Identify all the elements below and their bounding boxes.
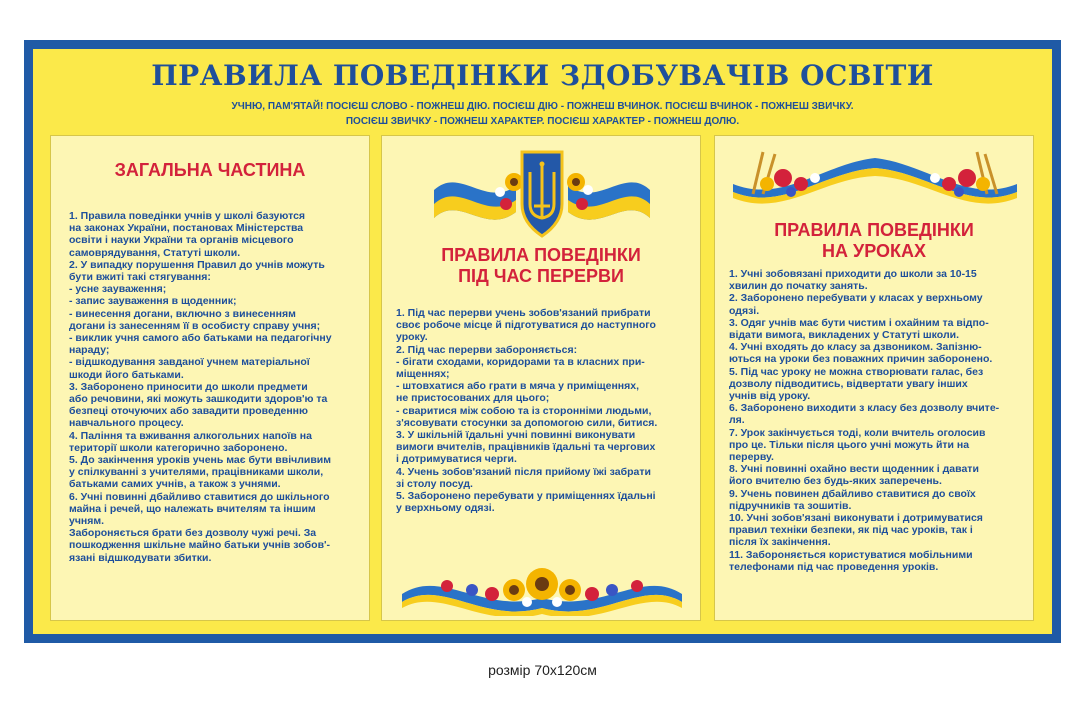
rule-line: міщеннях; xyxy=(396,368,450,381)
rule-line: у спілкуванні з учителями, працівниками школи, xyxy=(69,466,324,479)
rule-line: з'ясовувати стосунки за допомогою сили, битися. xyxy=(396,416,658,429)
stand-board xyxy=(24,40,1061,643)
rule-line: перерву. xyxy=(729,451,774,464)
rule-line: - усне зауваження; xyxy=(69,283,167,296)
panel-lessons-title-line-2: НА УРОКАХ xyxy=(822,241,926,261)
rule-line: 8. Учні повинні охайно вести щоденник і давати xyxy=(729,463,979,476)
rule-line: - відшкодування завданої учнем матеріальної xyxy=(69,356,310,369)
panel-break-title xyxy=(382,245,700,287)
rule-line: своє робоче місце й підготуватися до наступного xyxy=(396,319,656,332)
rule-line: майна і речей, що належать вчителям та іншим xyxy=(69,502,316,515)
trident-flag-emblem-icon xyxy=(430,146,654,242)
panel-lessons xyxy=(714,135,1034,621)
rule-line: відати вимога, викладених у Статуті школи. xyxy=(729,329,959,342)
board-motto xyxy=(73,99,1012,129)
rule-line: і дотримуватися черги. xyxy=(396,453,517,466)
rule-line: 2. Заборонено перебувати у класах у верхньому xyxy=(729,292,983,305)
rule-line: уроку. xyxy=(396,331,428,344)
rule-line: батьками самих учнів, а також з учнями. xyxy=(69,478,281,491)
rule-line: 10. Учні зобов'язані виконувати і дотримуватися xyxy=(729,512,983,525)
rule-line: нараду; xyxy=(69,344,110,357)
rule-line: зі столу посуд. xyxy=(396,477,473,490)
rule-line: 5. Під час уроку не можна створювати галас, без xyxy=(729,365,984,378)
panel-general-title: ЗАГАЛЬНА ЧАСТИНА xyxy=(114,160,306,180)
rule-line: самоврядування, Статуті школи. xyxy=(69,246,241,259)
rule-line: у верхньому одязі. xyxy=(396,502,495,515)
board-title: ПРАВИЛА ПОВЕДІНКИ ЗДОБУВАЧІВ ОСВІТИ xyxy=(151,59,934,92)
flower-ornament-icon xyxy=(402,554,682,616)
panel-break-title-line-2: ПІД ЧАС ПЕРЕРВИ xyxy=(458,266,624,286)
rule-line: одязі. xyxy=(729,304,760,317)
motto-line-2: ПОСІЄШ ЗВИЧКУ - ПОЖНЕШ ХАРАКТЕР. ПОСІЄШ ХАРАКТЕР - ПОЖНЕШ ДОЛЮ. xyxy=(345,116,740,127)
rule-line: 9. Учень повинен дбайливо ставитися до своїх xyxy=(729,487,976,500)
rule-line: 3. Одяг учнів має бути чистим і охайним та відпо- xyxy=(729,316,989,329)
rule-line: - сваритися між собою та із сторонніми людьми, xyxy=(396,404,652,417)
rule-line: Забороняється брати без дозволу чужі речі. За xyxy=(69,527,317,540)
rule-line: ються на уроки без поважних причин заборонено. xyxy=(729,353,993,366)
rule-line: 1. Учні зобовязані приходити до школи за 10-15 xyxy=(729,268,977,280)
rule-line: після їх закінчення. xyxy=(729,536,831,549)
rule-line: 1. Під час перерви учень зобов'язаний прибрати xyxy=(396,307,651,319)
rule-line: догани із занесенням її в особисту справу учня; xyxy=(69,319,321,332)
wheat-flower-ribbon-icon xyxy=(723,144,1027,208)
rule-line: не пристосованих для цього; xyxy=(396,392,550,405)
rule-line: - запис зауваження в щоденник; xyxy=(69,295,237,308)
rule-line: - виклик учня самого або батьками на педагогічну xyxy=(69,332,332,345)
panel-break-title-line-1: ПРАВИЛА ПОВЕДІНКИ xyxy=(441,245,641,265)
rule-line: 1. Правила поведінки учнів у школі базуются xyxy=(69,210,306,222)
rule-line: території школи категорично заборонено. xyxy=(69,441,288,454)
rule-line: вимоги вчителів, працівників їдальні та чергових xyxy=(396,441,656,454)
panel-lessons-title xyxy=(715,220,1033,262)
rule-line: 2. У випадку порушення Правил до учнів можуть xyxy=(69,258,325,271)
rule-line: 5. До закінчення уроків учень має бути ввічливим xyxy=(69,454,332,467)
rule-line: 3. У шкільній їдальні учні повинні виконувати xyxy=(396,429,636,442)
rule-line: язані відшкодувати збитки. xyxy=(69,551,212,564)
rule-line: освіти і науки України та органів місцевого xyxy=(69,234,294,247)
rule-line: безпеці оточуючих або завадити проведенню xyxy=(69,405,308,418)
rule-line: навчального процесу. xyxy=(69,417,184,430)
motto-line-1: УЧНЮ, ПАМ'ЯТАЙ! ПОСІЄШ СЛОВО - ПОЖНЕШ ДІЮ. ПОСІЄШ ДІЮ - ПОЖНЕШ ВЧИНОК. ПОСІЄШ ВЧИНОК - ПОЖНЕШ ЗВИЧКУ. xyxy=(231,101,854,112)
rule-line: 6. Заборонено виходити з класу без дозволу вчите- xyxy=(729,402,1000,415)
rule-line: 4. Учень зобов'язаний після прийому їжі забрати xyxy=(396,465,651,478)
panel-general xyxy=(50,135,370,621)
panel-break-text xyxy=(396,307,690,514)
rule-line: 6. Учні повинні дбайливо ставитися до шкільного xyxy=(69,490,330,503)
rule-line: - винесення догани, включно з винесенням xyxy=(69,307,296,320)
rule-line: дозволу підводитись, відвертати увагу інших xyxy=(729,377,968,390)
rule-line: 7. Урок закінчується тоді, коли вчитель оголосив xyxy=(729,426,986,439)
panel-break xyxy=(381,135,701,621)
rule-line: його вчителю без будь-яких заперечень. xyxy=(729,475,942,488)
rule-line: - бігати сходами, коридорами та в класних при- xyxy=(396,355,645,368)
rule-line: 3. Заборонено приносити до школи предмети xyxy=(69,380,308,393)
board-inner xyxy=(33,49,1052,634)
rule-line: або речовини, які можуть зашкодити здоров'ю та xyxy=(69,393,328,406)
panel-lessons-title-line-1: ПРАВИЛА ПОВЕДІНКИ xyxy=(774,220,974,240)
rule-line: хвилин до початку занять. xyxy=(729,280,868,293)
rule-line: телефонами під час проведення уроків. xyxy=(729,560,939,573)
panel-lessons-text xyxy=(729,268,1023,573)
rule-line: 4. Учні входять до класу за дзвоником. Запізню- xyxy=(729,341,982,354)
rule-line: 5. Заборонено перебувати у приміщеннях їдальні xyxy=(396,490,656,503)
rule-line: 2. Під час перерви забороняється: xyxy=(396,343,578,356)
rule-line: ля. xyxy=(729,414,745,427)
rule-line: учням. xyxy=(69,515,105,528)
rule-line: підручників та зошитів. xyxy=(729,499,852,512)
size-caption: розмір 70х120см xyxy=(488,662,597,678)
panel-general-text xyxy=(69,210,359,564)
rule-line: 11. Забороняється користуватися мобільними xyxy=(729,548,973,561)
rule-line: бути вжиті такі стягування: xyxy=(69,271,211,284)
rule-line: - штовхатися або грати в мяча у приміщеннях, xyxy=(396,380,640,393)
rule-line: про це. Тільки після цього учні можуть йти на xyxy=(729,438,970,451)
rule-line: 4. Паління та вживання алкогольних напоїв на xyxy=(69,429,312,442)
rule-line: учнів від уроку. xyxy=(729,390,811,403)
rule-line: пошкодження шкільне майно батьки учнів зобов'- xyxy=(69,539,331,552)
rule-line: на законах України, постановах Міністерства xyxy=(69,222,304,235)
rule-line: правил техніки безпеки, як під час уроків, так і xyxy=(729,524,973,537)
rule-line: шкоди його батьками. xyxy=(69,368,184,381)
